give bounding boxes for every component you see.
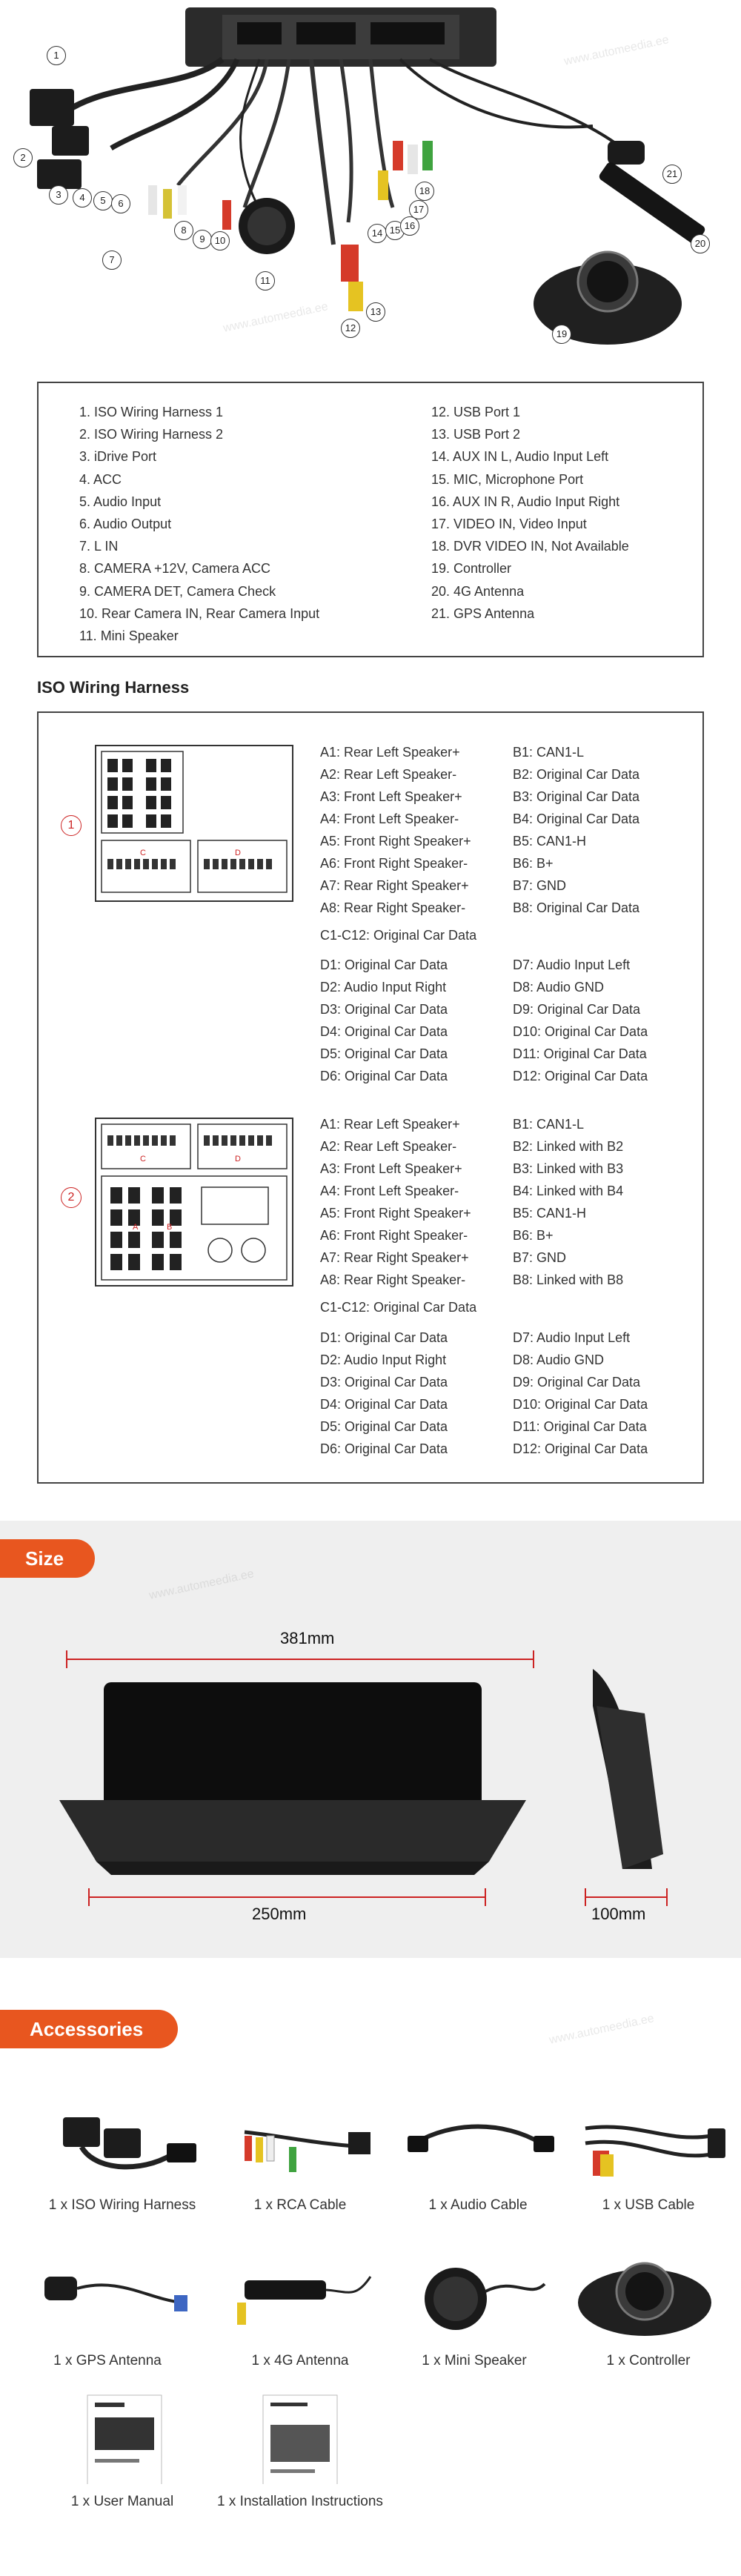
callout-18: 18 — [415, 182, 434, 201]
legend-item: 7. L IN — [79, 539, 119, 554]
callout-7: 7 — [102, 250, 122, 270]
pin-label: D10: Original Car Data — [513, 1397, 648, 1412]
callout-11: 11 — [256, 271, 275, 291]
pin-label: D1: Original Car Data — [320, 1330, 448, 1345]
accessory-audio-cable — [393, 2091, 563, 2214]
accessory-label: 1 x User Manual — [70, 2494, 174, 2509]
pin-label: B1: CAN1-L — [513, 1117, 585, 1132]
pin-label: D4: Original Car Data — [320, 1397, 448, 1412]
pin-label: D3: Original Car Data — [320, 1002, 448, 1017]
installation-instructions-image — [215, 2388, 385, 2484]
callout-19: 19 — [552, 325, 571, 344]
accessory-label: 1 x Installation Instructions — [217, 2494, 383, 2509]
legend-item: 10. Rear Camera IN, Rear Camera Input — [79, 605, 320, 621]
callout-12: 12 — [341, 319, 360, 338]
pin-label: D6: Original Car Data — [320, 1441, 448, 1456]
accessory-controller — [563, 2247, 734, 2369]
legend-item: 12. USB Port 1 — [431, 405, 521, 419]
accessory-label: 1 x USB Cable — [602, 2197, 695, 2213]
legend-left-column — [79, 401, 319, 647]
svg-text:D: D — [235, 849, 241, 857]
harness-1-a-pins — [320, 741, 471, 919]
legend-item: 20. 4G Antenna — [431, 583, 525, 599]
legend-item: 3. iDrive Port — [79, 449, 157, 465]
accessory-label: 1 x 4G Antenna — [251, 2353, 349, 2368]
legend-item: 2. ISO Wiring Harness 2 — [79, 427, 224, 442]
pin-label: D4: Original Car Data — [320, 1024, 448, 1039]
legend-item: 5. Audio Input — [79, 494, 162, 509]
accessory-label: 1 x Controller — [606, 2353, 691, 2368]
accessory-user-manual — [37, 2388, 207, 2510]
callout-6: 6 — [111, 194, 130, 213]
pin-label: A4: Front Left Speaker- — [320, 1184, 459, 1198]
size-section-label: Size — [0, 1539, 95, 1578]
pin-label: A5: Front Right Speaker+ — [320, 1206, 471, 1221]
pin-label: B4: Linked with B4 — [513, 1184, 624, 1198]
pin-label: B5: CAN1-H — [513, 1206, 587, 1221]
pin-label: D2: Audio Input Right — [320, 980, 447, 995]
harness-1-d-pins-left — [320, 954, 448, 1087]
harness-1-c-pins: C1-C12: Original Car Data — [320, 928, 477, 943]
pin-label: A1: Rear Left Speaker+ — [320, 1117, 460, 1132]
callout-13: 13 — [366, 302, 385, 322]
pin-label: B6: B+ — [513, 856, 554, 871]
pin-label: A2: Rear Left Speaker- — [320, 1139, 457, 1154]
legend-item: 1. ISO Wiring Harness 1 — [79, 405, 224, 419]
callout-4: 4 — [73, 188, 92, 208]
legend-item: 8. CAMERA +12V, Camera ACC — [79, 561, 270, 577]
pin-label: D5: Original Car Data — [320, 1046, 448, 1061]
accessory-installation-instructions — [215, 2388, 385, 2510]
controller-image — [563, 2247, 734, 2343]
callout-20: 20 — [691, 234, 710, 253]
callout-21: 21 — [662, 165, 682, 184]
legend-item: 19. Controller — [431, 561, 512, 577]
legend-item: 11. Mini Speaker — [79, 628, 179, 644]
pin-label: A7: Rear Right Speaker+ — [320, 1250, 469, 1265]
callout-15: 15 — [385, 221, 405, 240]
callout-8: 8 — [174, 221, 193, 240]
legend-item: 14. AUX IN L, Audio Input Left — [431, 449, 609, 465]
harness-number-1: 1 — [61, 815, 82, 836]
pin-label: D10: Original Car Data — [513, 1024, 648, 1039]
pin-label: B1: CAN1-L — [513, 745, 585, 760]
accessory-label: 1 x RCA Cable — [253, 2197, 347, 2213]
audio-cable-image — [393, 2091, 563, 2188]
watermark: www.automeedia.ee — [548, 2012, 656, 2047]
pin-label: D9: Original Car Data — [513, 1375, 641, 1390]
legend-item: 16. AUX IN R, Audio Input Right — [431, 494, 620, 509]
pin-label: D2: Audio Input Right — [320, 1352, 447, 1367]
accessory-iso-harness — [37, 2091, 207, 2214]
pin-label: A4: Front Left Speaker- — [320, 811, 459, 826]
callout-5: 5 — [93, 191, 113, 210]
pin-label: B8: Original Car Data — [513, 900, 640, 915]
rca-cable-image — [215, 2091, 385, 2188]
pin-label: D3: Original Car Data — [320, 1375, 448, 1390]
size-illustration — [0, 1521, 741, 1958]
harness-2-a-pins — [320, 1113, 471, 1291]
accessory-4g-antenna — [215, 2247, 385, 2369]
svg-text:C: C — [140, 849, 146, 857]
harness-2-b-pins — [513, 1113, 623, 1291]
accessory-mini-speaker — [389, 2247, 559, 2369]
callout-1: 1 — [47, 46, 66, 65]
pin-label: B8: Linked with B8 — [513, 1272, 624, 1287]
harness-2-c-pins: C1-C12: Original Car Data — [320, 1300, 477, 1315]
callout-16: 16 — [400, 216, 419, 236]
pin-label: A2: Rear Left Speaker- — [320, 767, 457, 782]
pin-label: B7: GND — [513, 878, 567, 893]
pin-label: D5: Original Car Data — [320, 1419, 448, 1434]
pin-label: A6: Front Right Speaker- — [320, 856, 468, 871]
callout-2: 2 — [13, 148, 33, 167]
accessory-label: 1 x ISO Wiring Harness — [48, 2197, 196, 2213]
section-title-iso: ISO Wiring Harness — [37, 678, 190, 697]
legend-item: 9. CAMERA DET, Camera Check — [79, 583, 276, 599]
pin-label: D12: Original Car Data — [513, 1069, 648, 1083]
callout-10: 10 — [210, 231, 230, 250]
accessory-usb-cable — [563, 2091, 734, 2214]
svg-text:A: A — [133, 1223, 139, 1232]
pin-label: A8: Rear Right Speaker- — [320, 900, 466, 915]
callout-3: 3 — [49, 185, 68, 205]
pin-label: A3: Front Left Speaker+ — [320, 789, 462, 804]
height-dimension: 250mm — [252, 1905, 307, 1923]
harness-2-connector-diagram — [94, 1117, 294, 1287]
pin-label: D12: Original Car Data — [513, 1441, 648, 1456]
accessory-label: 1 x GPS Antenna — [53, 2353, 162, 2368]
callout-17: 17 — [409, 200, 428, 219]
pin-label: A7: Rear Right Speaker+ — [320, 878, 469, 893]
pin-label: D11: Original Car Data — [513, 1419, 647, 1434]
harness-1-connector-diagram — [94, 744, 294, 903]
legend-item: 6. Audio Output — [79, 517, 172, 532]
legend-item: 21. GPS Antenna — [431, 605, 535, 621]
pin-label: B7: GND — [513, 1250, 567, 1265]
pin-label: D7: Audio Input Left — [513, 1330, 631, 1345]
legend-item: 18. DVR VIDEO IN, Not Available — [431, 539, 629, 554]
watermark: www.automeedia.ee — [222, 300, 330, 335]
pin-label: D9: Original Car Data — [513, 1002, 641, 1017]
pin-label: B2: Original Car Data — [513, 767, 640, 782]
pin-label: D8: Audio GND — [513, 1352, 605, 1367]
accessory-label: 1 x Mini Speaker — [422, 2353, 527, 2368]
pin-label: A6: Front Right Speaker- — [320, 1228, 468, 1243]
legend-item: 4. ACC — [79, 471, 122, 487]
legend-item: 15. MIC, Microphone Port — [431, 471, 584, 487]
iso-harness-image — [37, 2091, 207, 2188]
callout-14: 14 — [368, 224, 387, 243]
pin-label: D8: Audio GND — [513, 980, 605, 995]
mini-speaker-image — [389, 2247, 559, 2343]
accessory-gps-antenna — [22, 2247, 193, 2369]
pin-label: A3: Front Left Speaker+ — [320, 1161, 462, 1176]
wiring-photo — [0, 0, 741, 371]
callout-9: 9 — [193, 230, 212, 249]
svg-text:D: D — [235, 1155, 241, 1163]
svg-text:C: C — [140, 1155, 146, 1163]
accessory-label: 1 x Audio Cable — [428, 2197, 528, 2213]
width-dimension: 381mm — [280, 1629, 335, 1647]
legend-right-column — [431, 401, 629, 625]
harness-1-b-pins — [513, 741, 639, 919]
user-manual-image — [37, 2388, 207, 2484]
pin-label: B6: B+ — [513, 1228, 554, 1243]
pin-label: D1: Original Car Data — [320, 957, 448, 972]
parts-legend — [37, 382, 704, 657]
accessories-section-label: Accessories — [0, 2010, 178, 2048]
watermark: www.automeedia.ee — [147, 1567, 256, 1602]
pin-label: A5: Front Right Speaker+ — [320, 834, 471, 849]
pin-label: A8: Rear Right Speaker- — [320, 1272, 466, 1287]
gps-antenna-image — [22, 2247, 193, 2343]
harness-2-d-pins-left — [320, 1327, 448, 1460]
pin-label: D7: Audio Input Left — [513, 957, 631, 972]
legend-item: 17. VIDEO IN, Video Input — [431, 517, 587, 532]
legend-item: 13. USB Port 2 — [431, 427, 521, 442]
iso-harness-table — [37, 711, 704, 1484]
svg-text:B: B — [167, 1223, 173, 1232]
pin-label: D11: Original Car Data — [513, 1046, 647, 1061]
size-section — [0, 1521, 741, 1958]
pin-label: B3: Original Car Data — [513, 789, 640, 804]
pin-label: A1: Rear Left Speaker+ — [320, 745, 460, 760]
accessory-rca-cable — [215, 2091, 385, 2214]
harness-1-d-pins-right — [513, 954, 648, 1087]
pin-label: B5: CAN1-H — [513, 834, 587, 849]
usb-cable-image — [563, 2091, 734, 2188]
watermark: www.automeedia.ee — [562, 33, 671, 68]
pin-label: D6: Original Car Data — [320, 1069, 448, 1083]
4g-antenna-image — [215, 2247, 385, 2343]
accessories-section — [0, 1958, 741, 2576]
harness-2-d-pins-right — [513, 1327, 648, 1460]
depth-dimension: 100mm — [591, 1905, 646, 1923]
harness-number-2: 2 — [61, 1187, 82, 1208]
pin-label: B3: Linked with B3 — [513, 1161, 624, 1176]
pin-label: B4: Original Car Data — [513, 811, 640, 826]
pin-label: B2: Linked with B2 — [513, 1139, 624, 1154]
